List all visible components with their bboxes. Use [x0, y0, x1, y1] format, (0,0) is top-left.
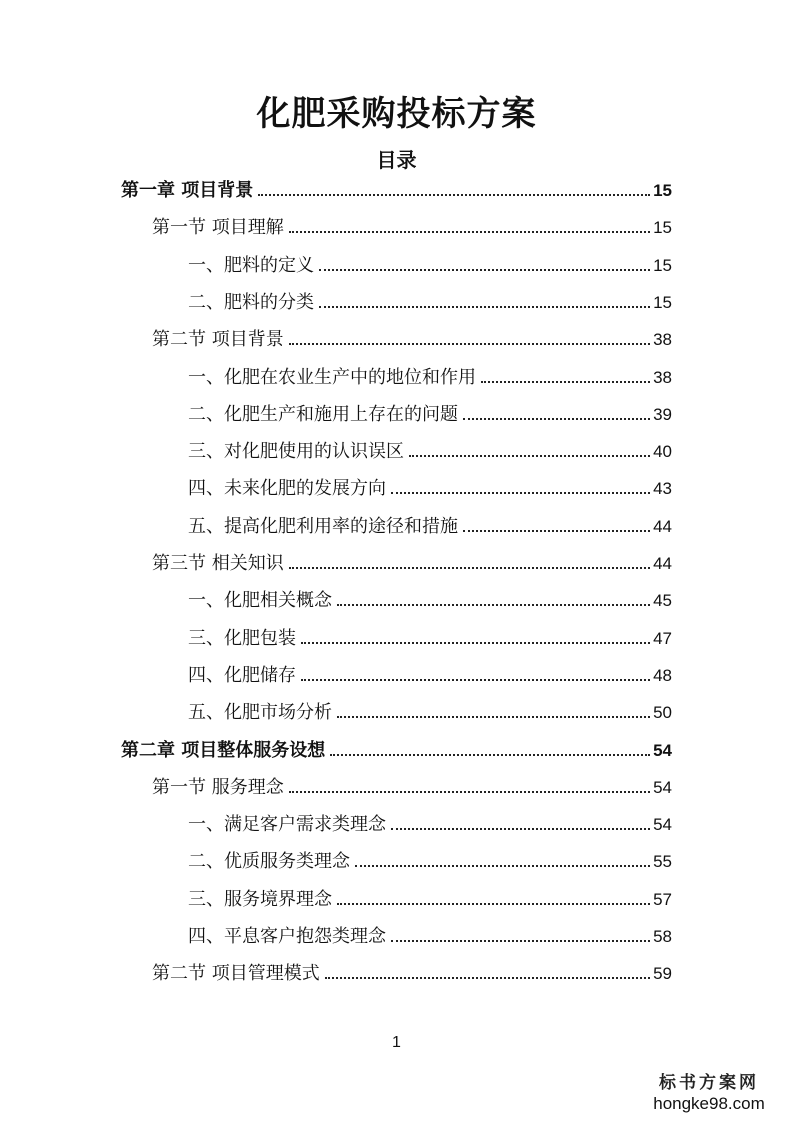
toc-entry-text: 一、肥料的定义 [188, 254, 314, 276]
toc-entry-text: 四、未来化肥的发展方向 [188, 478, 386, 500]
toc-leader-dots [289, 230, 650, 233]
toc-entry-text: 第三节 相关知识 [152, 553, 284, 574]
toc-heading: 目录 [376, 148, 417, 172]
toc-entry-text: 三、服务境界理念 [188, 888, 332, 910]
toc-entry[interactable] [152, 773, 672, 803]
toc-entry-text: 四、化肥储存 [188, 664, 296, 686]
toc-entry-page: 54 [653, 777, 672, 797]
toc-leader-dots [409, 454, 650, 457]
toc-entry[interactable] [152, 959, 672, 989]
toc-leader-dots [481, 380, 650, 383]
toc-entry[interactable] [188, 437, 672, 467]
toc-entry-page: 44 [653, 516, 672, 536]
toc-leader-dots [391, 939, 650, 942]
toc-entry[interactable] [188, 586, 672, 616]
toc-leader-dots [258, 193, 650, 196]
toc-entry-text: 二、肥料的分类 [188, 291, 314, 313]
toc-leader-dots [391, 491, 650, 494]
toc-entry-page: 54 [653, 740, 672, 760]
toc-entry[interactable] [188, 474, 672, 504]
toc-entry-page: 59 [653, 964, 672, 984]
toc-entry-page: 40 [653, 442, 672, 462]
toc-entry[interactable] [188, 512, 672, 542]
toc-entry-text: 第二章 项目整体服务设想 [121, 739, 326, 761]
toc-entry-page: 57 [653, 889, 672, 909]
toc-entry-page: 38 [653, 367, 672, 387]
toc-leader-dots [289, 790, 650, 793]
toc-leader-dots [319, 268, 650, 271]
toc-entry[interactable] [121, 176, 672, 206]
toc-leader-dots [289, 342, 650, 345]
toc-leader-dots [301, 641, 650, 644]
toc-entry-page: 43 [653, 479, 672, 499]
toc-entry[interactable] [188, 400, 672, 430]
toc-entry-page: 58 [653, 927, 672, 946]
toc-entry-text: 第二节 项目管理模式 [152, 963, 320, 985]
toc-entry-text: 二、化肥生产和施用上存在的问题 [188, 403, 458, 425]
toc-entry-page: 44 [653, 554, 672, 573]
toc-entry[interactable] [152, 213, 672, 243]
toc-entry-text: 五、化肥市场分析 [188, 702, 332, 724]
toc-entry-page: 48 [653, 665, 672, 685]
toc-entry-text: 二、优质服务类理念 [188, 851, 350, 873]
toc-entry-text: 第一章 项目背景 [121, 180, 254, 201]
watermark-url: hongke98.com [653, 1094, 765, 1113]
toc-entry-page: 39 [653, 404, 672, 424]
toc-entry[interactable] [188, 810, 672, 840]
toc-leader-dots [289, 566, 650, 569]
toc-entry-text: 一、化肥相关概念 [188, 590, 332, 612]
toc-entry-text: 三、对化肥使用的认识误区 [188, 441, 404, 463]
toc-entry-page: 38 [653, 330, 672, 350]
toc-entry[interactable] [188, 698, 672, 728]
toc-entry-text: 三、化肥包装 [188, 627, 296, 649]
toc-entry[interactable] [188, 661, 672, 691]
toc-entry[interactable] [152, 549, 672, 579]
toc-entry-page: 45 [653, 591, 672, 611]
toc-leader-dots [337, 715, 650, 718]
toc-leader-dots [355, 864, 650, 867]
document-title: 化肥采购投标方案 [256, 94, 537, 134]
toc-leader-dots [391, 827, 650, 830]
toc-leader-dots [319, 305, 650, 308]
toc-leader-dots [330, 753, 650, 756]
toc-leader-dots [337, 603, 650, 606]
toc-leader-dots [301, 678, 650, 681]
toc-entry[interactable] [152, 325, 672, 355]
toc-entry[interactable] [121, 736, 672, 766]
toc-entry-page: 15 [653, 218, 672, 238]
toc-entry-page: 55 [653, 852, 672, 872]
toc-entry[interactable] [188, 363, 672, 393]
toc-leader-dots [463, 529, 650, 532]
watermark [639, 1068, 779, 1114]
toc-entry-text: 第二节 项目背景 [152, 329, 284, 351]
toc-entry-page: 15 [653, 181, 672, 200]
toc-entry-page: 54 [653, 815, 672, 835]
page-number: 1 [392, 1034, 401, 1051]
toc-entry-text: 一、化肥在农业生产中的地位和作用 [188, 366, 476, 388]
toc-entry-text: 第一节 服务理念 [152, 776, 284, 798]
toc-entry-page: 15 [653, 255, 672, 275]
toc-entry[interactable] [188, 847, 672, 877]
toc-leader-dots [337, 902, 650, 905]
watermark-name: 标书方案网 [659, 1073, 759, 1093]
toc-entry[interactable] [188, 251, 672, 281]
toc-entry-text: 一、满足客户需求类理念 [188, 814, 386, 836]
toc-leader-dots [325, 976, 650, 979]
toc-entry-text: 四、平息客户抱怨类理念 [188, 926, 386, 947]
toc-entry[interactable] [188, 288, 672, 318]
toc-entry-page: 47 [653, 628, 672, 648]
toc-entry[interactable] [188, 922, 672, 952]
toc-entry[interactable] [188, 624, 672, 654]
toc-entry[interactable] [188, 885, 672, 915]
toc-entry-text: 五、提高化肥利用率的途径和措施 [188, 515, 458, 537]
toc-leader-dots [463, 417, 650, 420]
toc-entry-page: 15 [653, 292, 672, 312]
toc-entry-text: 第一节 项目理解 [152, 217, 284, 239]
toc-entry-page: 50 [653, 703, 672, 723]
